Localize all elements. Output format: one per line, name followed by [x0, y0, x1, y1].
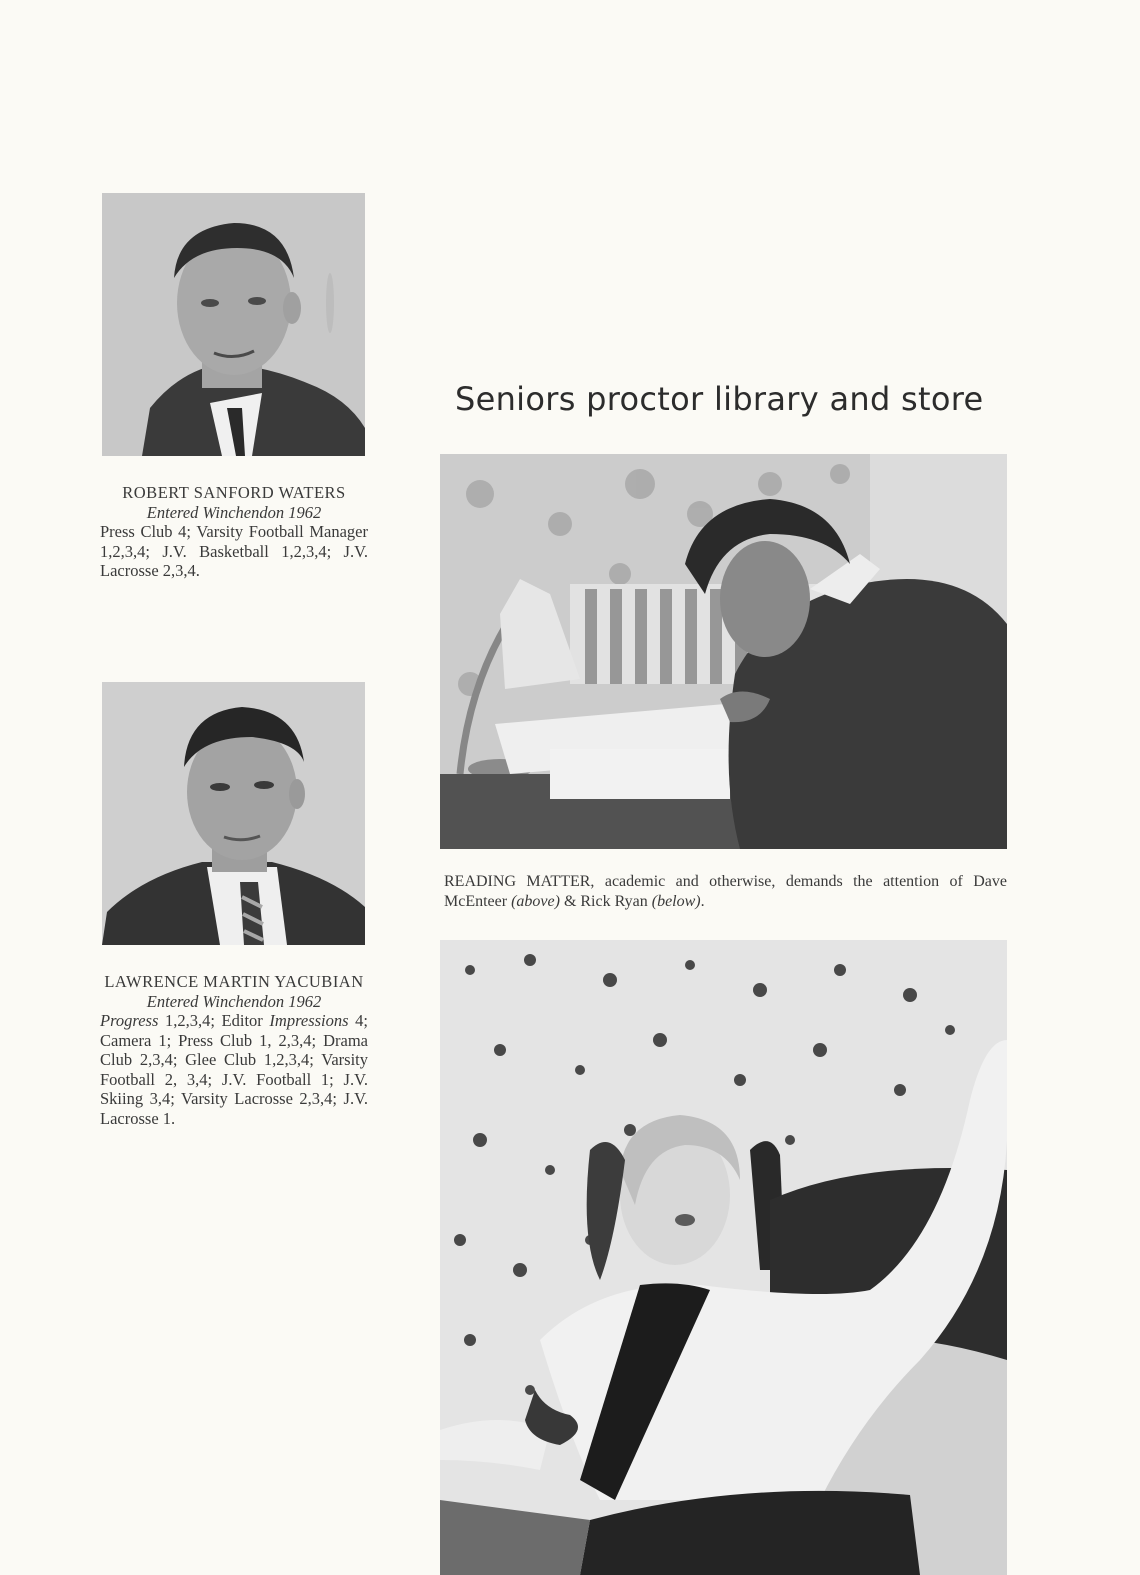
candid-photo-lounging: [440, 940, 1007, 1575]
portrait-photo-lawrence-yacubian: [102, 682, 365, 945]
entered-year: Entered Winchendon 1962: [146, 991, 322, 1011]
activities-text: 1,2,3,4; Editor: [158, 1011, 270, 1030]
activities-text: 4; Camera 1; Press Club 1, 2,3,4; Drama Club 2,3,4; Glee Club 1,2,3,4; Varsity Football 2, 3,4; J.V. Football 1; J.V. Skiing 3,4; Varsity Lacrosse 2,3,4; J.V. Lacrosse 1.: [100, 1011, 368, 1128]
photo-caption: [444, 872, 1007, 912]
entered-year: Entered Winchendon 1962: [146, 502, 322, 522]
publication-name: Progress: [100, 1011, 159, 1030]
publication-name: Impressions: [269, 1011, 349, 1030]
senior-activities: Press Club 4; Varsity Football Manager 1,2,3,4; J.V. Basketball 1,2,3,4; J.V. Lacrosse 2,3,4.: [100, 522, 368, 580]
senior-bio-lawrence-yacubian: [100, 972, 368, 1128]
senior-bio-robert-waters: [100, 483, 368, 581]
caption-emphasis: (above): [511, 893, 560, 910]
caption-text: .: [700, 893, 705, 910]
candid-photo-reading: [440, 454, 1007, 849]
caption-text: & Rick Ryan: [559, 893, 652, 910]
senior-name: LAWRENCE MARTIN YACUBIAN: [104, 972, 364, 991]
portrait-photo-robert-waters: [102, 193, 365, 456]
senior-activities: [100, 1011, 368, 1128]
caption-emphasis: (below): [651, 893, 701, 910]
page-headline: Seniors proctor library and store: [455, 380, 984, 418]
senior-name: ROBERT SANFORD WATERS: [122, 483, 346, 502]
caption-text: READING MATTER, academic and otherwise, demands the attention of Dave McEnteer: [444, 873, 1007, 910]
